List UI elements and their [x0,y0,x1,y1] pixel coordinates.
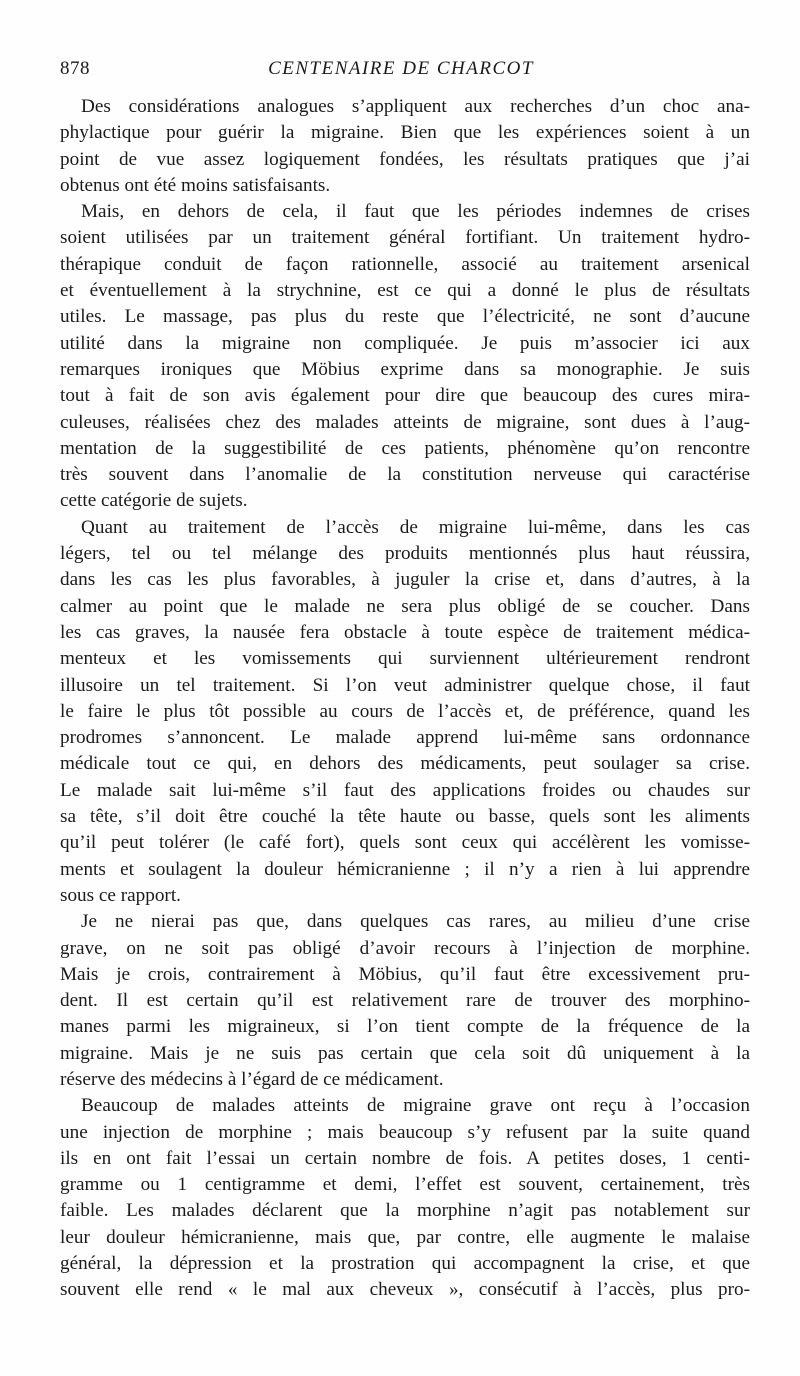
text-line: Beaucoup de malades atteints de migraine grave ont reçu à l’occasion [81,1095,750,1117]
text-line: les cas graves, la nausée fera obstacle à toute espèce de traitement médica- [60,621,750,643]
text-line: Des considérations analogues s’appliquent aux recherches d’un choc ana- [81,96,750,117]
text-line: point de vue assez logiquement fondées, les résultats pratiques que j’ai [60,148,750,170]
text-line: culeuses, réalisées chez des malades atteints de migraine, sont dues à l’aug- [60,411,750,433]
text-line: manes parmi les migraineux, si l’on tient compte de la fréquence de la [60,1016,750,1038]
text-line: général, la dépression et la prostration qui accompagnent la crise, et que [60,1253,750,1275]
text-line: Mais, en dehors de cela, il faut que les périodes indemnes de crises [81,201,750,223]
page-number: 878 [60,58,90,79]
text-line: gramme ou 1 centigramme et demi, l’effet est souvent, certainement, très [60,1174,750,1196]
text-line: ments et soulagent la douleur hémicranienne ; il n’y a rien à lui apprendre [60,858,750,880]
text-line: grave, on ne soit pas obligé d’avoir recours à l’injection de morphine. [60,937,750,959]
text-line: Je ne nierai pas que, dans quelques cas rares, au milieu d’une crise [81,911,750,933]
text-line: prodromes s’annoncent. Le malade apprend lui-même sans ordonnance [60,727,750,749]
page-header [60,58,742,84]
text-line: leur douleur hémicranienne, mais que, par contre, elle augmente le malaise [60,1226,750,1248]
text-line: Le malade sait lui-même s’il faut des applications froides ou chaudes sur [60,779,750,801]
text-line: sa tête, s’il doit être couché la tête haute ou basse, quels sont les aliments [60,806,750,828]
text-line: dent. Il est certain qu’il est relativement rare de trouver des morphino- [60,990,750,1012]
text-line: mentation de la suggestibilité de ces patients, phénomène qu’on rencontre [60,437,750,459]
text-line: Mais je crois, contrairement à Möbius, qu’il faut être excessivement pru- [60,963,750,985]
text-line: menteux et les vomissements qui surviennent ultérieurement rendront [60,648,750,670]
text-line: faible. Les malades déclarent que la morphine n’agit pas notablement sur [60,1200,750,1222]
text-line: cette catégorie de sujets. [60,490,248,512]
running-head: CENTENAIRE DE CHARCOT [268,58,534,79]
text-line: obtenus ont été moins satisfaisants. [60,174,331,196]
text-line: Quant au traitement de l’accès de migraine lui-même, dans les cas [81,516,750,538]
text-line: sous ce rapport. [60,884,181,906]
text-line: thérapique conduit de façon rationnelle, associé au traitement arsenical [60,253,750,275]
body-text [60,94,750,1304]
text-line: réserve des médecins à l’égard de ce médicament. [60,1068,444,1090]
text-line: légers, tel ou tel mélange des produits mentionnés plus haut réussira, [60,543,750,565]
text-line: calmer au point que le malade ne sera plus obligé de se coucher. Dans [60,595,750,617]
text-line: dans les cas les plus favorables, à juguler la crise et, dans d’autres, à la [60,569,750,591]
text-line: ils en ont fait l’essai un certain nombre de fois. A petites doses, 1 centi- [60,1147,750,1169]
text-line: qu’il peut tolérer (le café fort), quels sont ceux qui accélèrent les vomisse- [60,832,750,854]
text-line: soient utilisées par un traitement général fortifiant. Un traitement hydro- [60,227,750,249]
text-line: très souvent dans l’anomalie de la constitution nerveuse qui caractérise [60,464,750,486]
text-line: souvent elle rend « le mal aux cheveux », consécutif à l’accès, plus pro- [60,1279,750,1301]
text-line: phylactique pour guérir la migraine. Bien que les expériences soient à un [60,122,750,144]
text-line: et éventuellement à la strychnine, est ce qui a donné le plus de résultats [60,280,750,302]
text-line: remarques ironiques que Möbius exprime dans sa monographie. Je suis [60,358,750,380]
text-line: tout à fait de son avis également pour dire que beaucoup des cures mira- [60,385,750,407]
text-line: illusoire un tel traitement. Si l’on veut administrer quelque chose, il faut [60,674,750,696]
text-line: migraine. Mais je ne suis pas certain que cela soit dû uniquement à la [60,1042,750,1064]
text-line: médicale tout ce qui, en dehors des médicaments, peut soulager sa crise. [60,753,750,775]
text-line: une injection de morphine ; mais beaucoup s’y refusent par la suite quand [60,1121,750,1143]
text-line: le faire le plus tôt possible au cours de l’accès et, de préférence, quand les [60,700,750,722]
text-line: utiles. Le massage, pas plus du reste que l’électricité, ne sont d’aucune [60,306,750,328]
text-line: utilité dans la migraine non compliquée. Je puis m’associer ici aux [60,332,750,354]
